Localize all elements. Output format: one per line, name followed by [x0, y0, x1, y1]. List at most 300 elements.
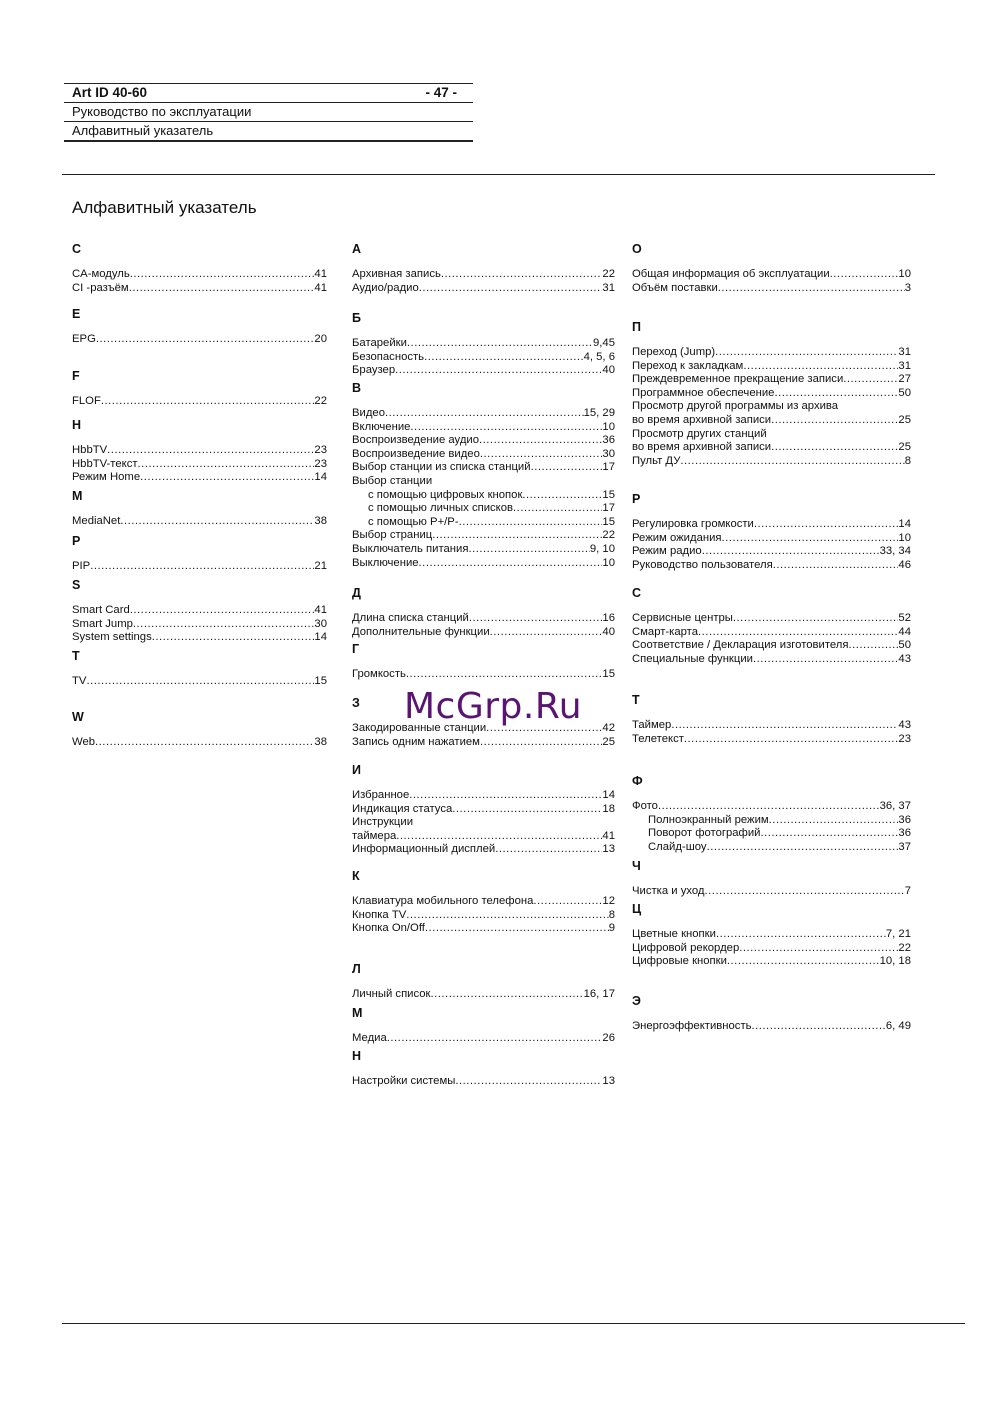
entry-text: Аудио/радио: [352, 281, 419, 294]
entry-leader-dots: [480, 448, 603, 462]
entry-page: 15: [602, 488, 615, 501]
section-letter: Ф: [632, 774, 643, 788]
entry-leader-dots: [406, 668, 603, 682]
page-header: [64, 83, 473, 160]
entry-leader-dots: [469, 612, 603, 626]
entry-page: 22: [898, 941, 911, 954]
index-entry: [352, 895, 615, 909]
entry-text: Кнопка TV: [352, 908, 407, 921]
index-entry: [72, 268, 327, 282]
index-section: [352, 763, 615, 857]
entry-text: Smart Card: [72, 604, 130, 616]
index-section: [632, 492, 911, 572]
index-entry: [352, 830, 615, 844]
entry-page: 23: [314, 444, 327, 456]
entry-text: Кнопка On/Off: [352, 922, 425, 935]
section-letter: Д: [352, 586, 361, 600]
entry-text: Соответствие / Декларация изготовителя: [632, 639, 849, 652]
entry-leader-dots: [138, 458, 315, 472]
section-letter: М: [352, 1006, 363, 1020]
entry-leader-dots: [101, 395, 315, 409]
index-section: [352, 242, 615, 295]
index-entry: [72, 631, 327, 645]
entry-page: 16, 17: [583, 988, 615, 1000]
entry-page: 41: [314, 281, 327, 294]
entry-page: 8: [904, 454, 911, 467]
entry-text: HbbTV-текст: [72, 457, 138, 470]
entry-leader-dots: [86, 675, 314, 689]
entry-text: PIP: [72, 560, 91, 572]
watermark-text: McGrp.Ru: [404, 686, 583, 727]
entry-leader-dots: [707, 841, 899, 855]
index-section: [72, 307, 327, 347]
entry-leader-dots: [424, 351, 584, 365]
entry-page: 10: [898, 268, 911, 280]
entry-text: Выбор страниц: [352, 529, 433, 542]
entry-text: HbbTV: [72, 444, 108, 456]
index-entry: [352, 843, 615, 857]
index-entry: [632, 360, 911, 374]
entry-text: таймера: [352, 829, 397, 842]
index-entry: [352, 922, 615, 936]
entry-page: 30: [314, 617, 327, 630]
entry-leader-dots: [843, 373, 898, 387]
index-entry: [632, 455, 911, 469]
index-section: [72, 369, 327, 409]
index-entry: [72, 395, 327, 409]
entry-text: MediaNet: [72, 515, 121, 527]
index-entry: [632, 387, 911, 401]
entry-page: 21: [314, 560, 327, 572]
index-entry: [632, 545, 911, 559]
entry-page: 25: [602, 735, 615, 748]
index-entry: [632, 268, 911, 282]
index-entry: [352, 364, 615, 378]
index-section: [352, 1049, 615, 1089]
page-number: - 47 -: [425, 85, 457, 100]
entry-leader-dots: [769, 814, 899, 828]
entry-page: 36: [602, 434, 615, 447]
index-entry: [632, 441, 911, 455]
entry-text: Пульт ДУ: [632, 454, 681, 467]
index-section: [352, 381, 615, 570]
entry-leader-dots: [387, 1032, 603, 1046]
entry-leader-dots: [849, 639, 899, 653]
entry-text: Браузер: [352, 364, 396, 377]
index-section: [72, 578, 327, 645]
entry-text: Режим радио: [632, 545, 702, 558]
entry-text: Включение: [352, 420, 411, 433]
index-entry: [352, 407, 615, 421]
index-section: [352, 311, 615, 378]
entry-page: 20: [314, 333, 327, 345]
section-letter: П: [632, 320, 641, 334]
entry-page: 10: [602, 420, 615, 433]
entry-text: Воспроизведение видео: [352, 447, 480, 460]
section-letter: К: [352, 869, 360, 883]
index-entry: [352, 626, 615, 640]
index-entry: [632, 414, 911, 428]
index-entry: [352, 612, 615, 626]
index-entry: [632, 653, 911, 667]
section-letter: Б: [352, 311, 361, 325]
index-entry: [72, 604, 327, 618]
entry-page: 30: [602, 447, 615, 460]
entry-text: Слайд-шоу: [648, 840, 707, 853]
entry-leader-dots: [771, 414, 898, 428]
section-letter: С: [632, 586, 642, 600]
index-entry: [352, 337, 615, 351]
index-entry: [632, 814, 911, 828]
header-blank-row: [64, 141, 473, 160]
section-letter: S: [72, 578, 81, 592]
index-entry: [72, 515, 327, 529]
index-section: [72, 710, 327, 750]
index-entry: [632, 1020, 911, 1034]
entry-leader-dots: [441, 268, 603, 282]
entry-text: Длина списка станций: [352, 612, 469, 624]
index-section: [72, 649, 327, 689]
entry-leader-dots: [431, 988, 584, 1002]
index-entry: [352, 475, 615, 489]
index-entry: [632, 841, 911, 855]
entry-text: Клавиатура мобильного телефона: [352, 895, 534, 907]
entry-text: Безопасность: [352, 350, 425, 363]
entry-page: 26: [602, 1032, 615, 1044]
section-letter: T: [72, 649, 80, 663]
index-entry: [352, 803, 615, 817]
entry-text: Регулировка громкости: [632, 518, 754, 530]
index-entry: [632, 612, 911, 626]
entry-text: Батарейки: [352, 337, 407, 349]
entry-page: 16: [602, 612, 615, 624]
entry-leader-dots: [753, 653, 898, 667]
index-title: Алфавитный указатель: [72, 198, 257, 217]
entry-leader-dots: [727, 955, 880, 969]
entry-text: System settings: [72, 631, 152, 644]
section-letter: E: [72, 307, 81, 321]
entry-text: Общая информация об эксплуатации: [632, 268, 830, 280]
entry-text: CA-модуль: [72, 268, 130, 280]
entry-leader-dots: [409, 789, 602, 803]
index-section: [632, 859, 911, 899]
section-letter: З: [352, 696, 360, 710]
entry-text: Выбор станции: [352, 474, 433, 487]
index-entry: [352, 1032, 615, 1046]
section-letter: А: [352, 242, 362, 256]
section-letter: P: [72, 534, 81, 548]
entry-text: Переход (Jump): [632, 346, 716, 358]
index-entry: [352, 502, 615, 516]
entry-page: 14: [314, 631, 327, 644]
entry-leader-dots: [425, 922, 609, 936]
index-entry: [72, 458, 327, 472]
entry-text: Переход к закладкам: [632, 359, 744, 372]
entry-leader-dots: [754, 518, 899, 532]
entry-leader-dots: [495, 843, 602, 857]
index-section: [632, 994, 911, 1034]
index-entry: [352, 434, 615, 448]
index-entry: [352, 909, 615, 923]
index-section: [352, 869, 615, 936]
section-letter: M: [72, 489, 83, 503]
entry-leader-dots: [658, 800, 880, 814]
entry-leader-dots: [684, 733, 899, 747]
entry-page: 22: [314, 395, 327, 407]
entry-text: TV: [72, 675, 87, 687]
index-entry: [632, 626, 911, 640]
entry-text: Просмотр других станций: [632, 427, 767, 440]
entry-leader-dots: [733, 612, 899, 626]
entry-page: 15, 29: [583, 407, 615, 419]
entry-page: 4, 5, 6: [583, 350, 615, 363]
index-entry: [632, 559, 911, 573]
entry-page: 22: [602, 529, 615, 542]
entry-leader-dots: [752, 1020, 886, 1034]
index-section: [352, 586, 615, 639]
index-entry: [352, 543, 615, 557]
entry-text: Информационный дисплей: [352, 843, 496, 856]
entry-text: Цифровые кнопки: [632, 955, 727, 968]
entry-page: 50: [898, 639, 911, 652]
entry-page: 31: [602, 281, 615, 294]
entry-leader-dots: [718, 282, 905, 296]
entry-page: 50: [898, 386, 911, 399]
entry-text: во время архивной записи: [632, 441, 772, 454]
entry-text: Просмотр другой программы из архива: [632, 400, 839, 413]
entry-leader-dots: [716, 928, 886, 942]
entry-leader-dots: [773, 559, 899, 573]
entry-text: Smart Jump: [72, 617, 133, 630]
entry-text: Индикация статуса: [352, 802, 453, 815]
index-entry: [72, 333, 327, 347]
section-letter: Н: [352, 1049, 362, 1063]
entry-text: Архивная запись: [352, 268, 441, 280]
entry-page: 52: [898, 612, 911, 624]
index-entry: [352, 557, 615, 571]
entry-leader-dots: [129, 282, 315, 296]
entry-page: 6, 49: [885, 1020, 911, 1032]
entry-page: 25: [898, 441, 911, 454]
index-entry: [632, 827, 911, 841]
index-entry: [72, 282, 327, 296]
entry-leader-dots: [480, 736, 602, 750]
entry-page: 33, 34: [879, 545, 911, 558]
entry-text: Выключатель питания: [352, 542, 469, 555]
index-section: [352, 642, 615, 682]
entry-text: Закодированные станции: [352, 722, 487, 734]
entry-text: Видео: [352, 407, 386, 419]
entry-page: 15: [314, 675, 327, 687]
entry-page: 31: [898, 359, 911, 372]
entry-page: 7, 21: [885, 928, 911, 940]
entry-leader-dots: [452, 803, 602, 817]
index-entry: [352, 461, 615, 475]
entry-page: 36, 37: [879, 800, 911, 812]
entry-text: Энергоэффективность: [632, 1020, 752, 1032]
entry-leader-dots: [715, 346, 898, 360]
entry-leader-dots: [385, 407, 584, 421]
section-letter: Т: [632, 693, 640, 707]
entry-page: 36: [898, 813, 911, 826]
entry-leader-dots: [698, 626, 898, 640]
entry-page: 37: [898, 840, 911, 853]
entry-leader-dots: [771, 441, 898, 455]
entry-leader-dots: [107, 444, 314, 458]
index-section: [632, 902, 911, 969]
entry-text: Телетекст: [632, 732, 684, 745]
entry-text: с помощью цифровых кнопок: [368, 488, 523, 501]
entry-leader-dots: [702, 545, 880, 559]
entry-page: 43: [898, 719, 911, 731]
entry-leader-dots: [455, 1075, 602, 1089]
entry-text: Медиа: [352, 1032, 387, 1044]
entry-page: 18: [602, 802, 615, 815]
entry-text: с помощью личных списков: [368, 502, 514, 515]
section-letter: Э: [632, 994, 641, 1008]
entry-leader-dots: [522, 489, 602, 503]
entry-page: 36: [898, 827, 911, 840]
entry-leader-dots: [671, 719, 898, 733]
entry-text: Личный список: [352, 988, 431, 1000]
entry-leader-dots: [130, 268, 315, 282]
entry-page: 42: [602, 722, 615, 734]
index-entry: [632, 955, 911, 969]
entry-text: EPG: [72, 333, 96, 345]
entry-leader-dots: [90, 560, 314, 574]
entry-page: 40: [602, 625, 615, 638]
section-letter: F: [72, 369, 80, 383]
entry-text: Поворот фотографий: [648, 827, 761, 840]
top-divider: [62, 174, 935, 175]
entry-page: 40: [602, 364, 615, 377]
index-entry: [72, 444, 327, 458]
entry-text: Избранное: [352, 789, 410, 801]
entry-text: Цифровой рекордер: [632, 941, 740, 954]
index-section: [72, 489, 327, 529]
entry-text: Дополнительные функции: [352, 625, 490, 638]
index-entry: [352, 351, 615, 365]
entry-text: Режим Home: [72, 471, 141, 484]
entry-text: FLOF: [72, 395, 101, 407]
index-entry: [352, 421, 615, 435]
entry-text: Настройки системы: [352, 1075, 456, 1087]
entry-leader-dots: [410, 421, 602, 435]
entry-page: 15: [602, 668, 615, 680]
entry-page: 12: [602, 895, 615, 907]
entry-text: Фото: [632, 800, 658, 812]
entry-text: во время архивной записи: [632, 413, 772, 426]
index-entry: [352, 789, 615, 803]
entry-leader-dots: [419, 282, 603, 296]
entry-page: 15: [602, 515, 615, 528]
entry-text: Воспроизведение аудио: [352, 434, 480, 447]
entry-leader-dots: [120, 515, 314, 529]
entry-page: 14: [314, 471, 327, 484]
entry-leader-dots: [468, 543, 589, 557]
section-letter: C: [72, 242, 82, 256]
entry-leader-dots: [705, 885, 905, 899]
entry-leader-dots: [133, 618, 315, 632]
entry-page: 41: [314, 604, 327, 616]
index-entry: [632, 639, 911, 653]
index-entry: [632, 518, 911, 532]
entry-page: 38: [314, 736, 327, 748]
entry-leader-dots: [830, 268, 899, 282]
entry-page: 31: [898, 346, 911, 358]
index-section: [632, 774, 911, 854]
index-entry: [352, 448, 615, 462]
entry-leader-dots: [479, 434, 602, 448]
index-entry: [352, 516, 615, 530]
entry-leader-dots: [419, 557, 603, 571]
entry-text: Объём поставки: [632, 281, 718, 294]
index-section: [72, 534, 327, 574]
header-section-title: Алфавитный указатель: [64, 121, 473, 141]
entry-leader-dots: [513, 502, 602, 516]
entry-text: Выбор станции из списка станций: [352, 461, 531, 474]
index-section: [72, 242, 327, 295]
entry-page: 10, 18: [879, 955, 911, 968]
entry-leader-dots: [680, 455, 904, 469]
index-entry: [352, 1075, 615, 1089]
entry-page: 14: [898, 518, 911, 530]
entry-leader-dots: [406, 909, 608, 923]
entry-page: 41: [602, 829, 615, 842]
entry-page: 7: [904, 885, 911, 897]
index-entry: [352, 988, 615, 1002]
entry-page: 25: [898, 413, 911, 426]
entry-leader-dots: [395, 364, 602, 378]
entry-leader-dots: [739, 942, 898, 956]
index-entry: [632, 885, 911, 899]
index-section: [632, 693, 911, 746]
entry-page: 27: [898, 373, 911, 386]
index-entry: [72, 675, 327, 689]
index-entry: [632, 282, 911, 296]
entry-leader-dots: [760, 827, 898, 841]
section-letter: И: [352, 763, 361, 777]
entry-leader-dots: [396, 830, 602, 844]
entry-page: 43: [898, 652, 911, 665]
entry-leader-dots: [722, 532, 899, 546]
entry-page: 9: [608, 922, 615, 935]
section-letter: Г: [352, 642, 360, 656]
entry-text: Цветные кнопки: [632, 928, 716, 940]
index-section: [72, 418, 327, 485]
entry-page: 23: [314, 457, 327, 470]
index-entry: [72, 560, 327, 574]
manual-title: Руководство по эксплуатации: [64, 102, 473, 121]
index-entry: [352, 736, 615, 750]
section-letter: Ч: [632, 859, 641, 873]
index-entry: [72, 471, 327, 485]
entry-leader-dots: [774, 387, 898, 401]
index-entry: [632, 719, 911, 733]
entry-text: Режим ожидания: [632, 531, 722, 544]
entry-text: Инструкции: [352, 816, 414, 829]
section-letter: W: [72, 710, 84, 724]
index-entry: [632, 428, 911, 442]
entry-page: 13: [602, 1075, 615, 1087]
entry-page: 10: [602, 556, 615, 569]
entry-page: 22: [602, 268, 615, 280]
entry-page: 44: [898, 625, 911, 638]
entry-leader-dots: [432, 529, 602, 543]
index-entry: [352, 816, 615, 830]
entry-page: 23: [898, 732, 911, 745]
doc-id: Art ID 40-60: [72, 85, 148, 100]
